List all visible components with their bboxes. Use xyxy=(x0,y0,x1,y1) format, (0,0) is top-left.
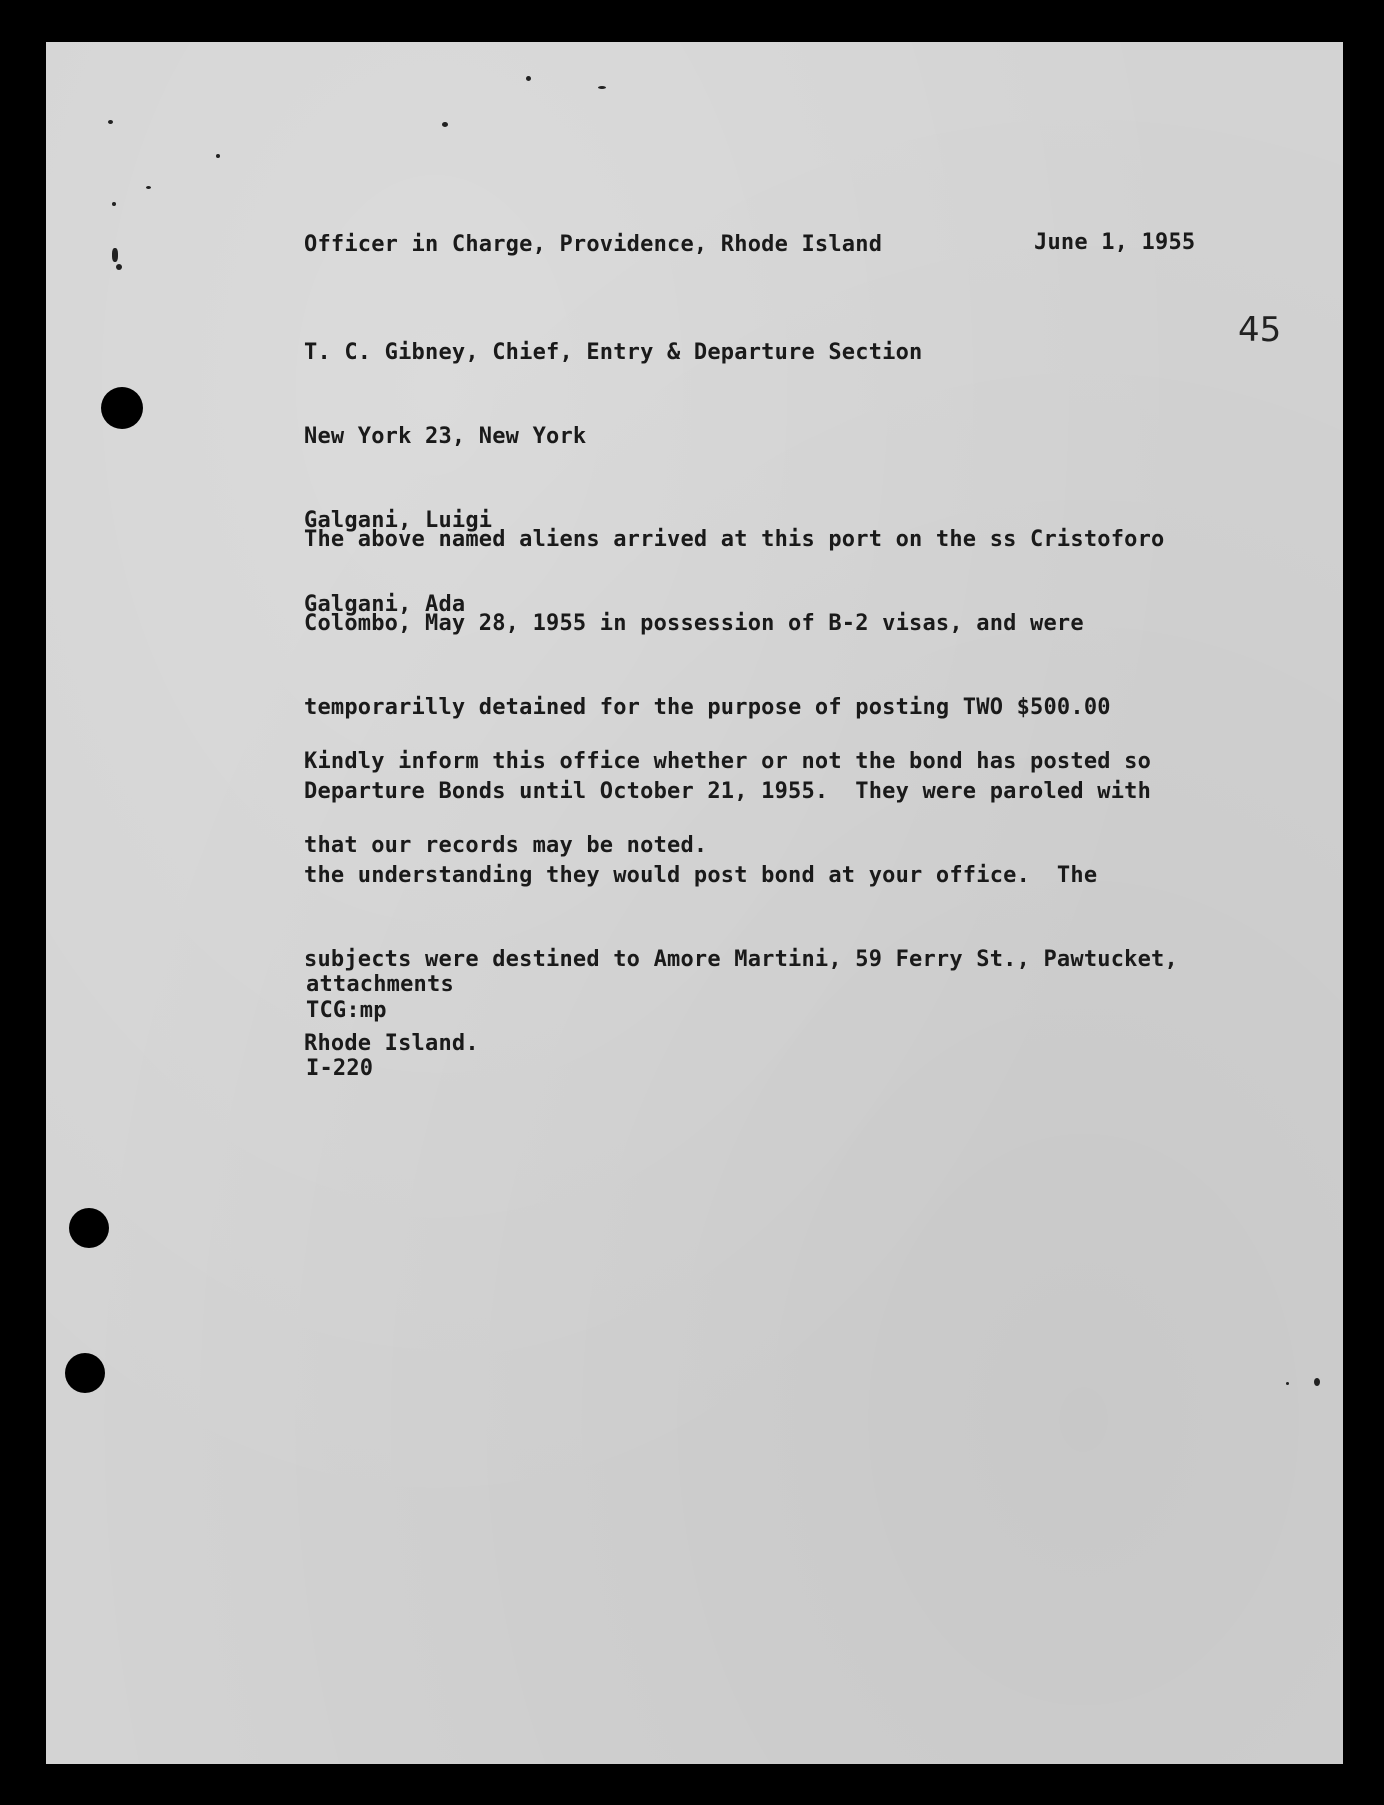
speck-mark xyxy=(146,186,151,189)
typist-initials: TCG:mp xyxy=(306,998,387,1023)
speck-mark xyxy=(216,154,220,158)
page-number: 45 xyxy=(1238,310,1282,350)
speck-mark xyxy=(442,122,448,127)
addressee-line: T. C. Gibney, Chief, Entry & Departure Section xyxy=(304,340,923,365)
letter-date: June 1, 1955 xyxy=(1034,230,1196,255)
body-line: Departure Bonds until October 21, 1955. They were paroled with xyxy=(304,779,1152,804)
body-line: that our records may be noted. xyxy=(304,833,708,858)
attachment-item: I-220 xyxy=(306,1056,374,1081)
speck-mark xyxy=(116,264,122,270)
body-line: the understanding they would post bond at your office. The xyxy=(304,863,1098,888)
addressee-line: New York 23, New York xyxy=(304,424,587,449)
body-line: Colombo, May 28, 1955 in possession of B-2 visas, and were xyxy=(304,611,1084,636)
speck-mark xyxy=(526,76,531,81)
body-line: Rhode Island. xyxy=(304,1031,479,1056)
attachments-label: attachments xyxy=(306,972,454,997)
body-paragraph-2 xyxy=(304,692,1151,916)
speck-mark xyxy=(112,202,116,206)
from-office: Officer in Charge, Providence, Rhode Island xyxy=(304,232,883,257)
addressee-line: Galgani, Ada xyxy=(304,592,466,617)
body-line: Kindly inform this office whether or not the bond has posted so xyxy=(304,749,1152,774)
speck-mark xyxy=(1314,1378,1320,1386)
punch-hole-bottom xyxy=(65,1353,105,1393)
document-page xyxy=(46,42,1343,1764)
speck-mark xyxy=(108,120,113,124)
punch-hole-top xyxy=(101,387,143,429)
body-line: The above named aliens arrived at this port on the ss Cristoforo xyxy=(304,527,1165,552)
punch-hole-middle xyxy=(69,1208,109,1248)
body-line: subjects were destined to Amore Martini, 59 Ferry St., Pawtucket, xyxy=(304,947,1178,972)
addressee-line: Galgani, Luigi xyxy=(304,508,493,533)
body-line: temporarilly detained for the purpose of posting TWO $500.00 xyxy=(304,695,1111,720)
speck-mark xyxy=(1286,1382,1289,1385)
attachments-block xyxy=(306,915,454,1139)
speck-mark xyxy=(598,86,606,89)
speck-mark xyxy=(112,248,118,262)
